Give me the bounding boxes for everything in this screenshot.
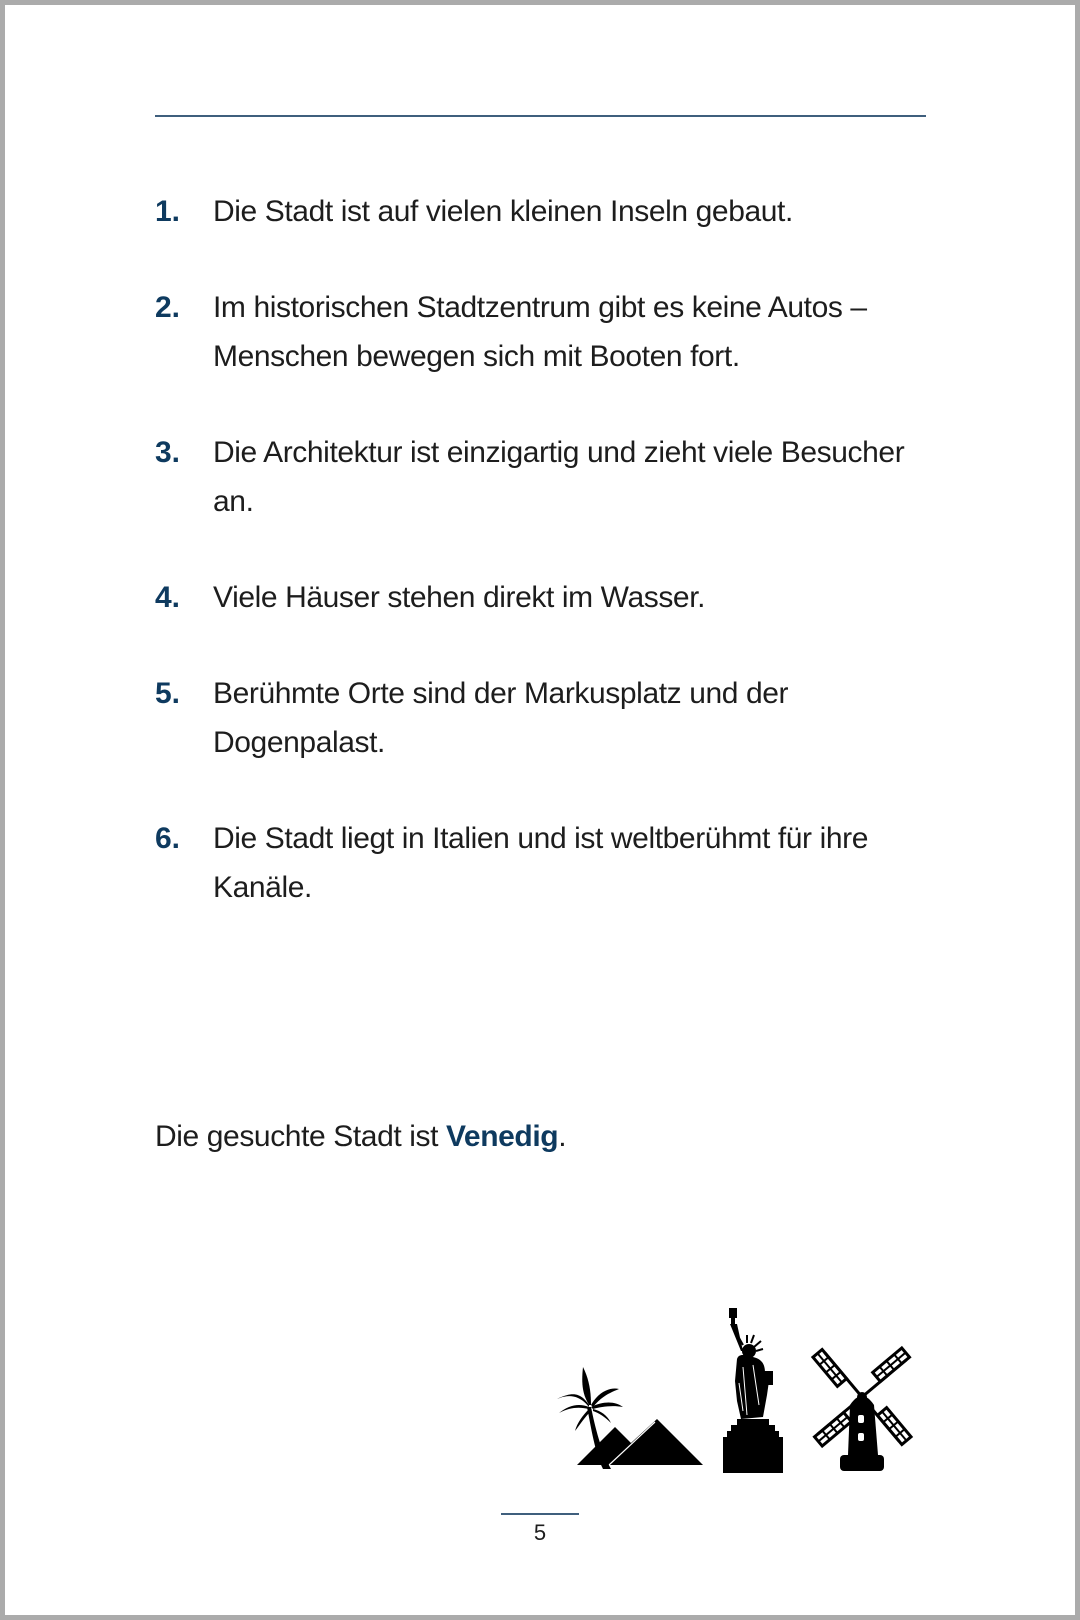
- footer-divider: [501, 1513, 579, 1515]
- list-item: [155, 814, 935, 912]
- top-divider: [155, 115, 926, 117]
- item-number: 6.: [155, 822, 181, 855]
- conclusion-prefix: Die gesuchte Stadt ist: [155, 1120, 446, 1153]
- item-text: Die Stadt liegt in Italien und ist weltberühmt für ihre Kanäle.: [213, 822, 869, 904]
- answer-city: Venedig: [445, 1120, 559, 1153]
- item-number: 5.: [155, 677, 181, 710]
- item-text: Die Architektur ist einzigartig und zieht viele Besucher an.: [213, 436, 905, 518]
- landmark-illustrations: [555, 1305, 935, 1475]
- item-number: 1.: [155, 195, 181, 228]
- item-text: Berühmte Orte sind der Markusplatz und der Dogenpalast.: [213, 677, 789, 759]
- page: [5, 5, 1075, 1615]
- list-item: [155, 428, 935, 526]
- item-text: Im historischen Stadtzentrum gibt es keine Autos – Menschen bewegen sich mit Booten fort.: [213, 291, 867, 373]
- item-text: Die Stadt ist auf vielen kleinen Inseln gebaut.: [213, 195, 793, 228]
- list-item: [155, 187, 935, 236]
- page-number: 5: [533, 1520, 547, 1545]
- item-number: 4.: [155, 581, 181, 614]
- windmill-icon: [808, 1335, 918, 1475]
- palm-pyramids-icon: [555, 1365, 705, 1473]
- list-item: [155, 669, 935, 767]
- item-text: Viele Häuser stehen direkt im Wasser.: [213, 581, 706, 614]
- statue-of-liberty-icon: [723, 1305, 787, 1473]
- item-number: 2.: [155, 291, 181, 324]
- list-item: [155, 573, 935, 622]
- conclusion-sentence: [155, 1117, 566, 1157]
- conclusion-suffix: .: [558, 1120, 567, 1153]
- item-number: 3.: [155, 436, 181, 469]
- clue-list: [155, 187, 935, 959]
- list-item: [155, 283, 935, 381]
